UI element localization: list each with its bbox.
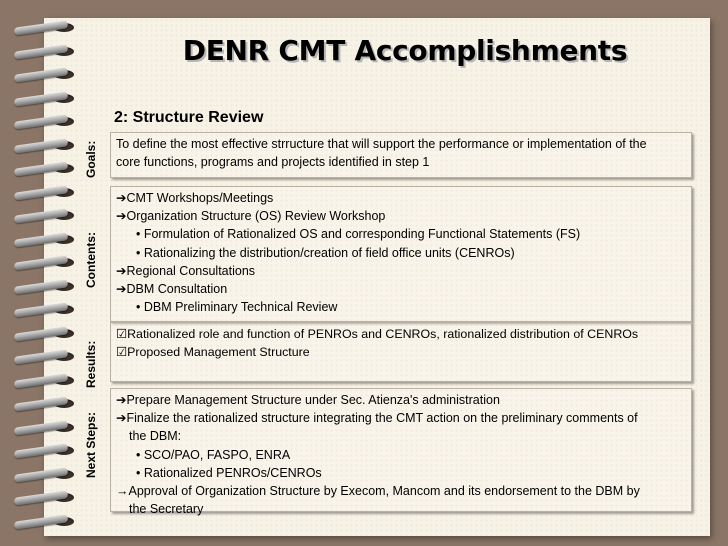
binding-ring [8, 328, 80, 340]
contents-item: ➔DBM Consultation [116, 282, 228, 297]
next-steps-box [110, 388, 692, 517]
contents-subitem: • DBM Preliminary Technical Review [136, 300, 338, 315]
next-steps-item: →Approval of Organization Structure by Execom, Mancom and its endorsement to the DBM by [116, 484, 640, 499]
binding-wire [14, 67, 69, 82]
binding-ring [8, 163, 80, 175]
page-title: DENR CMT Accomplishments [182, 34, 628, 67]
binding-ring [8, 304, 80, 316]
contents-item: ➔Organization Structure (OS) Review Workshop [116, 209, 386, 224]
goals-line: core functions, programs and projects identified in step 1 [116, 155, 430, 170]
binding-ring [8, 516, 80, 528]
binding-wire [14, 44, 69, 59]
results-item: ☑Proposed Management Structure [116, 345, 310, 360]
next-steps-item-continued: the Secretary [129, 502, 204, 517]
binding-wire [14, 114, 69, 129]
next-steps-label: Next Steps: [84, 411, 98, 478]
binding-wire [14, 514, 69, 529]
goals-label: Goals: [84, 140, 98, 178]
results-label: Results: [84, 340, 98, 388]
next-steps-subitem: • Rationalized PENROs/CENROs [136, 465, 322, 480]
binding-ring [8, 351, 80, 363]
contents-item: ➔CMT Workshops/Meetings [116, 191, 274, 205]
results-item: ☑Rationalized role and function of PENROs and CENROs, rationalized distribution of CENROs [116, 327, 639, 341]
binding-wire [14, 349, 69, 364]
binding-wire [14, 420, 69, 435]
binding-ring [8, 257, 80, 269]
binding-wire [14, 467, 69, 482]
contents-box [110, 186, 692, 322]
next-steps-item: ➔Finalize the rationalized structure integrating the CMT action on the preliminary comments of [116, 411, 638, 426]
next-steps-item-continued: the DBM: [129, 429, 182, 444]
binding-wire [14, 161, 69, 176]
binding-ring [8, 140, 80, 152]
binding-wire [14, 91, 69, 106]
contents-item: ➔Regional Consultations [116, 263, 256, 278]
binding-ring [8, 398, 80, 410]
binding-wire [14, 490, 69, 505]
binding-ring [8, 22, 80, 34]
binding-wire [14, 326, 69, 341]
spiral-binding [0, 18, 80, 536]
goals-box [110, 132, 692, 178]
binding-wire [14, 302, 69, 317]
binding-ring [8, 445, 80, 457]
binding-ring [8, 492, 80, 504]
binding-ring [8, 116, 80, 128]
binding-ring [8, 93, 80, 105]
binding-ring [8, 187, 80, 199]
next-steps-subitem: • SCO/PAO, FASPO, ENRA [136, 447, 291, 462]
next-steps-item: ➔Prepare Management Structure under Sec. Atienza's administration [116, 393, 500, 407]
binding-ring [8, 469, 80, 481]
binding-wire [14, 20, 69, 35]
binding-wire [14, 396, 69, 411]
binding-ring [8, 422, 80, 434]
binding-wire [14, 208, 69, 223]
contents-subitem: • Formulation of Rationalized OS and corresponding Functional Statements (FS) [136, 227, 581, 242]
binding-wire [14, 255, 69, 270]
contents-subitem: • Rationalizing the distribution/creation of field office units (CENROs) [136, 245, 515, 260]
binding-wire [14, 138, 69, 153]
goals-line: To define the most effective strructure that will support the performance or implementation of the [116, 137, 647, 151]
binding-wire [14, 373, 69, 388]
binding-ring [8, 375, 80, 387]
binding-wire [14, 185, 69, 200]
section-subtitle: 2: Structure Review [114, 109, 264, 126]
binding-ring [8, 210, 80, 222]
binding-wire [14, 232, 69, 247]
binding-ring [8, 69, 80, 81]
binding-wire [14, 279, 69, 294]
contents-label: Contents: [84, 232, 98, 288]
binding-wire [14, 443, 69, 458]
binding-ring [8, 281, 80, 293]
binding-ring [8, 234, 80, 246]
binding-ring [8, 46, 80, 58]
results-box [110, 322, 692, 382]
